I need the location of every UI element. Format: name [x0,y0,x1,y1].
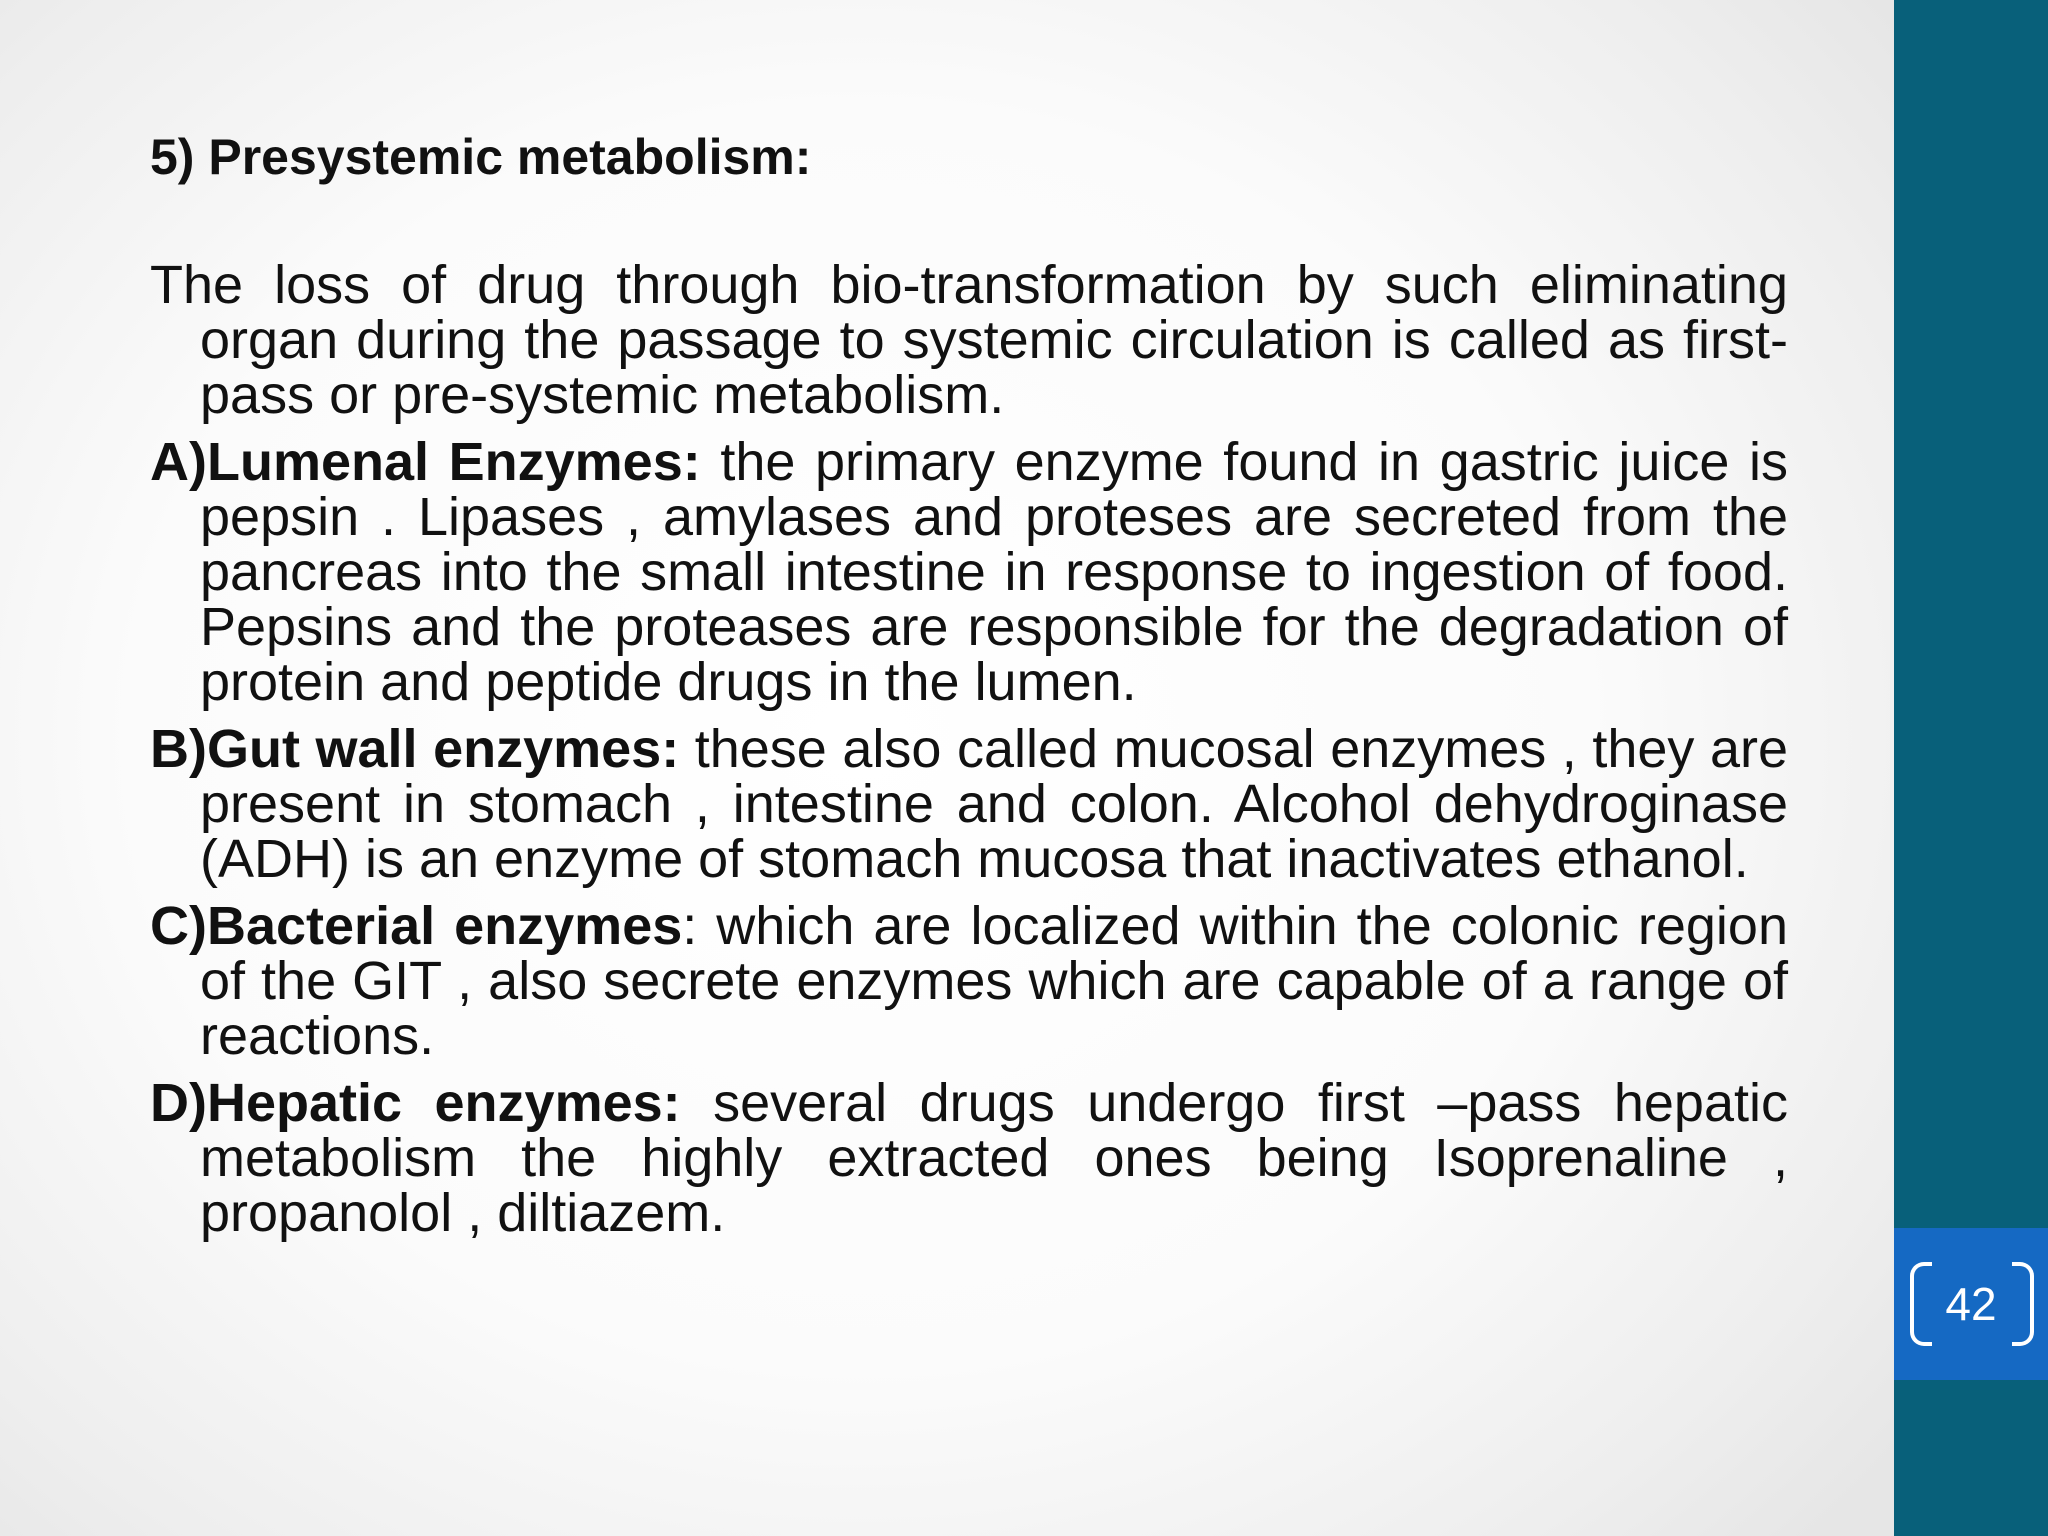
item-label: A)Lumenal Enzymes: [150,432,701,492]
slide-content [150,128,1788,1253]
left-bracket-icon [1910,1262,1932,1346]
right-bracket-icon [2012,1262,2034,1346]
intro-paragraph: The loss of drug through bio-transformation by such eliminating organ during the passage to systemic circulation is called as first-pass or pre-systemic metabolism. [150,255,1788,425]
item-label: B)Gut wall enzymes: [150,719,680,779]
item-gut-wall-enzymes [150,719,1788,889]
item-label: D)Hepatic enzymes: [150,1073,681,1133]
item-label: C)Bacterial enzymes [150,896,683,956]
item-text: several drugs undergo first –pass hepatic metabolism the highly extracted ones being Isoprenaline , propanolol , diltiazem. [200,1073,1788,1243]
item-hepatic-enzymes [150,1073,1788,1243]
page-number: 42 [1945,1278,1997,1330]
item-lumenal-enzymes [150,432,1788,712]
slide-heading: 5) Presystemic metabolism: [150,129,812,185]
item-text: : which are localized within the colonic region of the GIT , also secrete enzymes which are capable of a range of reactions. [200,896,1788,1066]
item-bacterial-enzymes [150,896,1788,1066]
item-text: the primary enzyme found in gastric juice is pepsin . Lipases , amylases and proteses are secreted from the pancreas into the small intestine in response to ingestion of food. Pepsins and the proteases are responsible for the degradation of protein and peptide drugs in the lumen. [200,432,1788,712]
page-number-box [1894,1228,2048,1380]
item-text: these also called mucosal enzymes , they are present in stomach , intestine and colon. Alcohol dehydroginase (ADH) is an enzyme of stomach mucosa that inactivates ethanol. [200,719,1788,889]
